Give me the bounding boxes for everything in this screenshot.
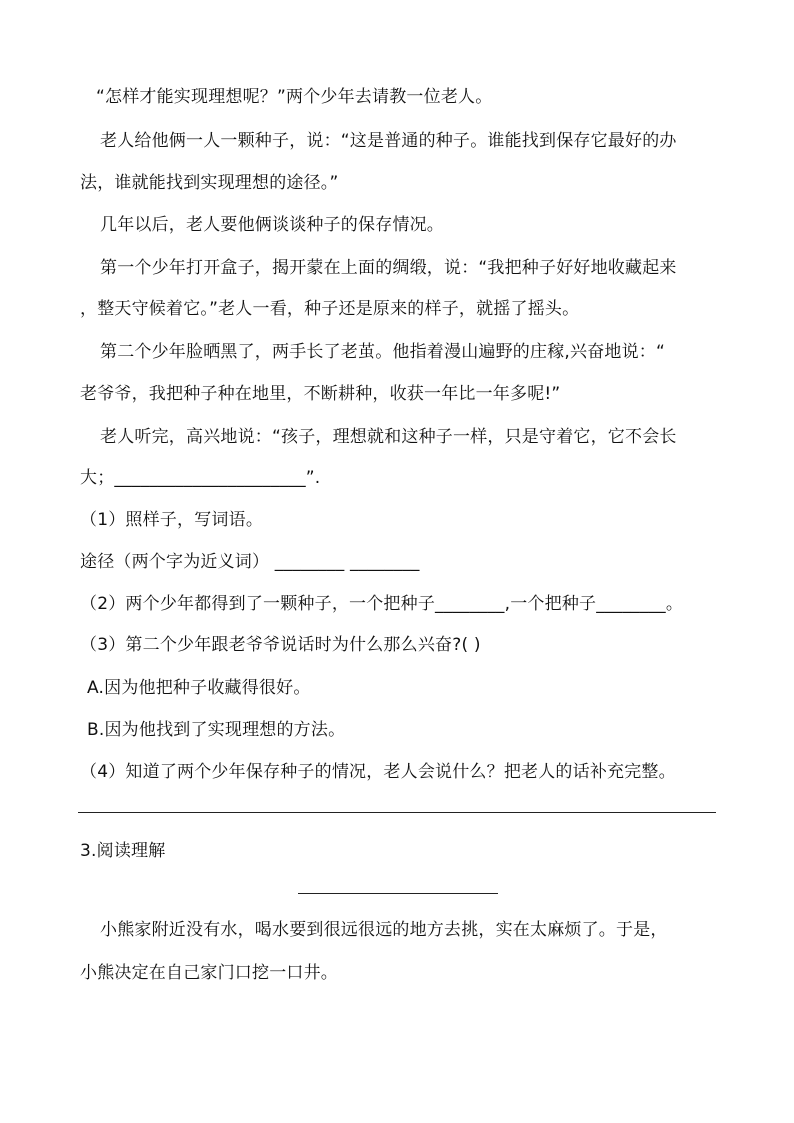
section3-heading: 3.阅读理解 (80, 841, 166, 861)
question-2: （2）两个少年都得到了一颗种子，一个把种子________,一个把种子________。 (80, 594, 684, 614)
passage2-line-10: 大；______________________”. (80, 468, 321, 488)
passage2-line-5: 第一个少年打开盒子，揭开蒙在上面的绸缎，说：“我把种子好好地收藏起来 (100, 258, 677, 278)
passage2-line-6: ，整天守候着它。”老人一看，种子还是原来的样子，就摇了摇头。 (80, 299, 580, 319)
passage2-line-9: 老人听完，高兴地说：“孩子，理想就和这种子一样，只是守着它，它不会长 (100, 427, 677, 447)
question-1: （1）照样子，写词语。 (80, 510, 264, 530)
answer-line-q4 (78, 812, 716, 813)
passage2-line-1: “怎样才能实现理想呢？”两个少年去请教一位老人。 (96, 87, 493, 107)
passage2-line-3: 法，谁就能找到实现理想的途径。” (80, 173, 339, 193)
question-1-example: 途径（两个字为近义词） ________ ________ (80, 552, 420, 572)
question-3-option-a: A.因为他把种子收藏得很好。 (87, 678, 311, 698)
section3-line-1: 小熊家附近没有水，喝水要到很远很远的地方去挑，实在太麻烦了。于是， (100, 920, 668, 940)
passage2-line-7: 第二个少年脸晒黑了，两手长了老茧。他指着漫山遍野的庄稼,兴奋地说：“ (100, 342, 666, 362)
passage2-line-4: 几年以后，老人要他俩谈谈种子的保存情况。 (100, 215, 444, 235)
passage2-line-2: 老人给他俩一人一颗种子，说：“这是普通的种子。谁能找到保存它最好的办 (100, 131, 677, 151)
section3-title-blank (298, 893, 498, 894)
section3-line-2: 小熊决定在自己家门口挖一口井。 (80, 963, 338, 983)
passage2-line-8: 老爷爷，我把种子种在地里，不断耕种，收获一年比一年多呢!” (80, 384, 561, 404)
question-3-option-b: B.因为他找到了实现理想的方法。 (87, 720, 346, 740)
question-4: （4）知道了两个少年保存种子的情况，老人会说什么？把老人的话补充完整。 (80, 762, 676, 782)
question-3: （3）第二个少年跟老爷爷说话时为什么那么兴奋?( ) (80, 635, 481, 655)
